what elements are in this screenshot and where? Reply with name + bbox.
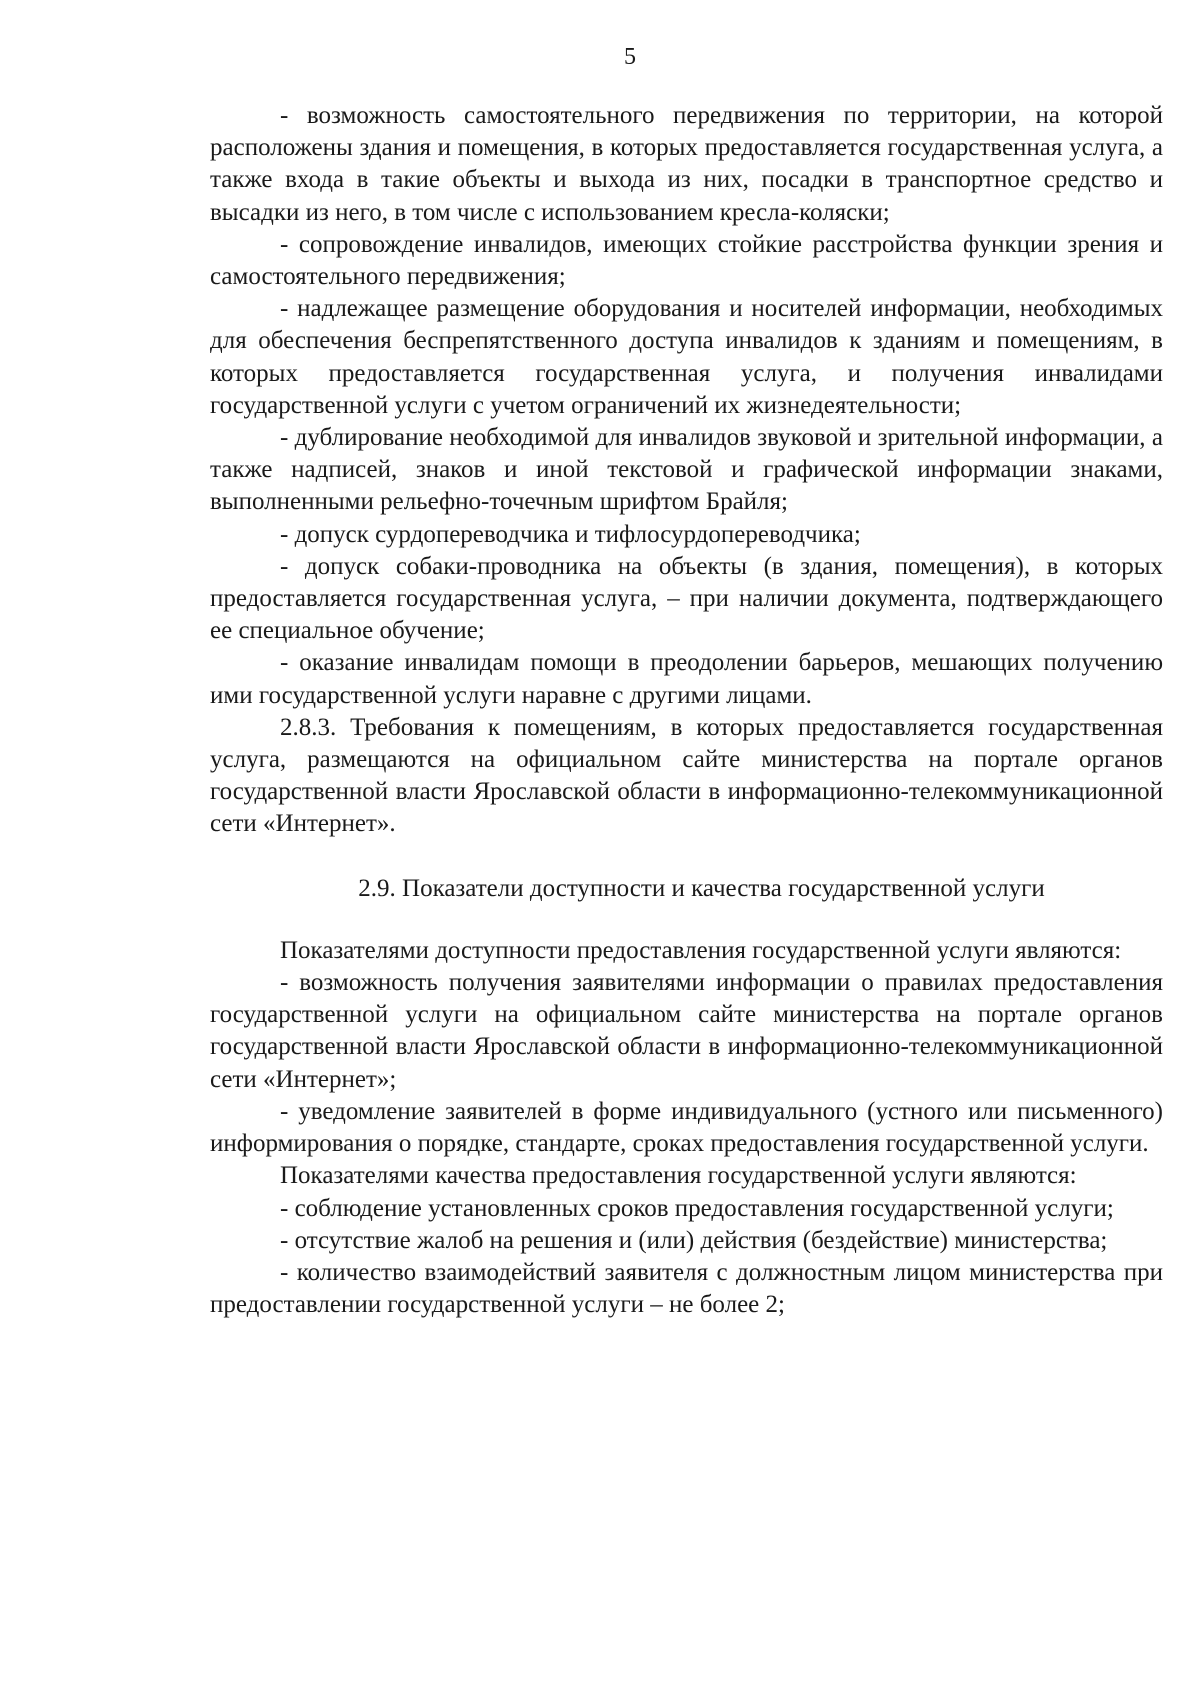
paragraph: - отсутствие жалоб на решения и (или) действия (бездействие) министерства; (280, 1226, 1108, 1254)
paragraph: - соблюдение установленных сроков предоставления государственной услуги; (280, 1194, 1114, 1222)
paragraph: - сопровождение инвалидов, имеющих стойкие расстройства функции зрения и самостоятельного передвижения; (210, 230, 1163, 291)
paragraph: 2.8.3. Требования к помещениям, в которых предоставляется государственная услуга, размещаются на официальном сайте министерства на портале органов государственной власти Ярославской области в информационно-телекоммуникационной сети «Интернет». (210, 713, 1163, 838)
page-number: 5 (624, 44, 636, 70)
paragraph: - оказание инвалидам помощи в преодолении барьеров, мешающих получению ими государственной услуги наравне с другими лицами. (210, 649, 1163, 709)
paragraph: Показателями качества предоставления государственной услуги являются: (280, 1162, 1077, 1190)
paragraph: - допуск собаки-проводника на объекты (в здания, помещения), в которых предоставляется государственная услуга, – при наличии документа, подтверждающего ее специальное обучение; (210, 552, 1163, 645)
paragraph: Показателями доступности предоставления государственной услуги являются: (280, 936, 1122, 964)
document-body (210, 100, 1163, 1321)
section-heading: 2.9. Показатели доступности и качества государственной услуги (358, 874, 1045, 902)
paragraph: - возможность самостоятельного передвижения по территории, на которой расположены здания и помещения, в которых предоставляется государственная услуга, а также входа в такие объекты и выхода из них, посадки в транспортное средство и высадки из него, в том числе с использованием кресла-коляски; (210, 102, 1163, 226)
paragraph: - возможность получения заявителями информации о правилах предоставления государственной услуги на официальном сайте министерства на портале органов государственной власти Ярославской области в информационно-телекоммуникационной сети «Интернет»; (210, 969, 1163, 1093)
paragraph: - дублирование необходимой для инвалидов звуковой и зрительной информации, а также надписей, знаков и иной текстовой и графической информации знаками, выполненными рельефно-точечным шрифтом Брайля; (210, 424, 1163, 516)
paragraph: - надлежащее размещение оборудования и носителей информации, необходимых для обеспечения беспрепятственного доступа инвалидов к зданиям и помещениям, в которых предоставляется государственная услуга, и получения инвалидами государственной услуги с учетом ограничений их жизнедеятельности; (210, 295, 1163, 419)
paragraph: - допуск сурдопереводчика и тифлосурдопереводчика; (280, 520, 861, 548)
paragraph: - количество взаимодействий заявителя с должностным лицом министерства при предоставлении государственной услуги – не более 2; (210, 1258, 1163, 1319)
paragraph: - уведомление заявителей в форме индивидуального (устного или письменного) информирования о порядке, стандарте, сроках предоставления государственной услуги. (210, 1097, 1163, 1158)
